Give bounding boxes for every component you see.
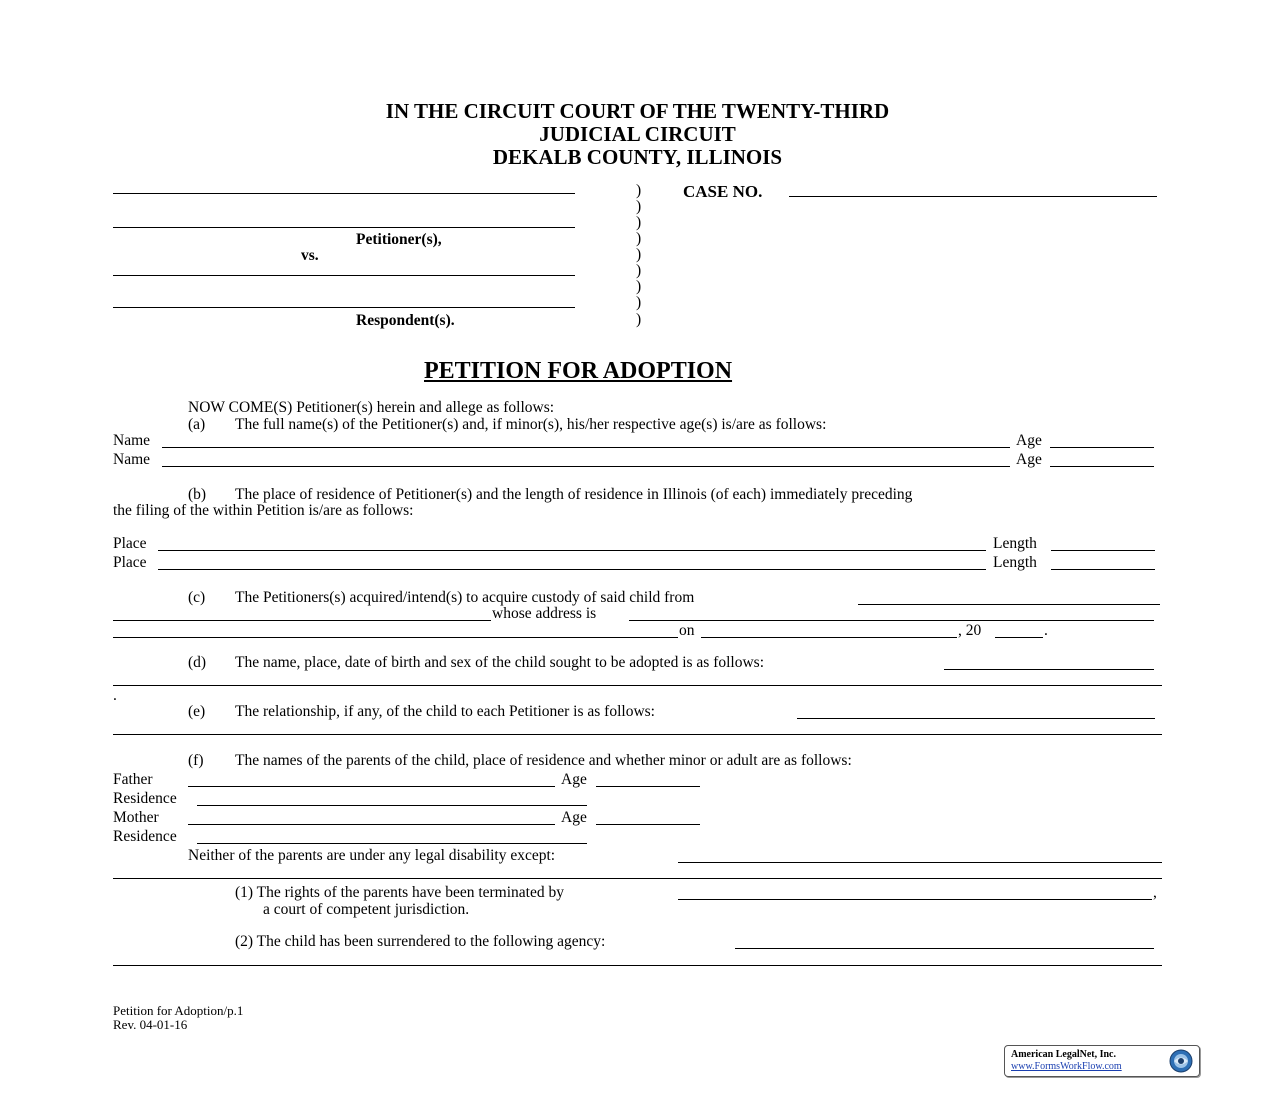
section-c-text: The Petitioners(s) acquired/intend(s) to acquire custody of said child from	[235, 589, 695, 606]
caption-paren: )	[636, 182, 642, 199]
custody-from-field-continued[interactable]	[113, 620, 491, 621]
name-field-1[interactable]	[162, 447, 1010, 448]
address-field-continued[interactable]	[113, 637, 678, 638]
whose-address-label: whose address is	[492, 605, 597, 622]
item-1-text: (1) The rights of the parents have been terminated by	[235, 884, 564, 901]
name-label: Name	[113, 451, 151, 468]
child-info-field[interactable]	[944, 669, 1154, 670]
caption-paren: )	[636, 262, 642, 279]
mother-residence-field[interactable]	[197, 843, 587, 844]
age-label: Age	[1016, 451, 1042, 468]
petitioners-label: Petitioner(s),	[356, 231, 442, 248]
year-period: .	[1044, 622, 1048, 639]
item-1-text-continued: a court of competent jurisdiction.	[263, 901, 470, 918]
item-1-comma: ,	[1153, 884, 1157, 901]
place-label: Place	[113, 535, 147, 552]
petitioner-line-1[interactable]	[113, 193, 575, 194]
section-b-text-continued: the filing of the within Petition is/are as follows:	[113, 502, 414, 519]
age-field-2[interactable]	[1050, 466, 1154, 467]
disability-field-continued[interactable]	[113, 878, 1162, 879]
agency-field-continued[interactable]	[113, 965, 1162, 966]
year-prefix: , 20	[958, 622, 982, 639]
caption-paren: )	[636, 278, 642, 295]
caption-paren: )	[636, 230, 642, 247]
court-title-line-3: DEKALB COUNTY, ILLINOIS	[492, 145, 783, 169]
court-title-line-2: JUDICIAL CIRCUIT	[539, 122, 736, 146]
section-f-marker: (f)	[188, 752, 204, 769]
respondents-label: Respondent(s).	[356, 312, 455, 329]
father-residence-field[interactable]	[197, 805, 587, 806]
terminated-by-field[interactable]	[678, 899, 1152, 900]
relationship-field[interactable]	[797, 718, 1155, 719]
father-label: Father	[113, 771, 153, 788]
vs-label: vs.	[301, 247, 319, 264]
footer-form-id: Petition for Adoption/p.1	[113, 1003, 244, 1018]
place-field-2[interactable]	[158, 569, 986, 570]
age-field-1[interactable]	[1050, 447, 1154, 448]
mother-label: Mother	[113, 809, 159, 826]
residence-label: Residence	[113, 790, 177, 807]
age-label: Age	[1016, 432, 1042, 449]
section-a-marker: (a)	[188, 416, 206, 433]
footer-revision: Rev. 04-01-16	[113, 1017, 188, 1032]
length-field-1[interactable]	[1051, 550, 1155, 551]
address-field[interactable]	[629, 620, 1154, 621]
place-label: Place	[113, 554, 147, 571]
logo-url[interactable]: www.FormsWorkFlow.com	[1011, 1061, 1122, 1072]
length-field-2[interactable]	[1051, 569, 1155, 570]
american-legalnet-logo[interactable]	[1004, 1045, 1200, 1077]
item-2-text: (2) The child has been surrendered to the following agency:	[235, 933, 606, 950]
custody-from-field[interactable]	[858, 604, 1160, 605]
place-field-1[interactable]	[158, 550, 986, 551]
section-b-marker: (b)	[188, 486, 207, 503]
globe-icon	[1167, 1048, 1195, 1074]
residence-label: Residence	[113, 828, 177, 845]
section-e-marker: (e)	[188, 703, 206, 720]
caption-paren: )	[636, 294, 642, 311]
intro-text: NOW COME(S) Petitioner(s) herein and allege as follows:	[188, 399, 555, 416]
stray-dot: .	[113, 687, 117, 704]
logo-company-name: American LegalNet, Inc.	[1011, 1049, 1116, 1060]
custody-date-field[interactable]	[701, 637, 957, 638]
relationship-field-continued[interactable]	[113, 734, 1162, 735]
petitioner-line-2[interactable]	[113, 227, 575, 228]
section-b-text: The place of residence of Petitioner(s) and the length of residence in Illinois (of each) immediately preceding	[235, 486, 913, 503]
on-label: on	[679, 622, 695, 639]
respondent-line-2[interactable]	[113, 307, 575, 308]
caption-paren: )	[636, 246, 642, 263]
length-label: Length	[993, 535, 1037, 552]
father-age-field[interactable]	[596, 786, 700, 787]
disability-field[interactable]	[678, 862, 1162, 863]
section-f-text: The names of the parents of the child, place of residence and whether minor or adult are as follows:	[235, 752, 852, 769]
petition-title: PETITION FOR ADOPTION	[424, 358, 733, 384]
agency-field[interactable]	[735, 948, 1154, 949]
section-c-marker: (c)	[188, 589, 206, 606]
section-e-text: The relationship, if any, of the child to each Petitioner is as follows:	[235, 703, 655, 720]
court-title-line-1: IN THE CIRCUIT COURT OF THE TWENTY-THIRD	[385, 99, 890, 123]
father-age-label: Age	[561, 771, 587, 788]
mother-name-field[interactable]	[188, 824, 555, 825]
section-a-text: The full name(s) of the Petitioner(s) and, if minor(s), his/her respective age(s) is/are as follows:	[235, 416, 827, 433]
name-field-2[interactable]	[162, 466, 1010, 467]
case-no-field[interactable]	[789, 196, 1157, 197]
year-field[interactable]	[995, 637, 1043, 638]
child-info-field-continued[interactable]	[113, 685, 1162, 686]
father-name-field[interactable]	[188, 786, 555, 787]
caption-paren: )	[636, 311, 642, 328]
section-d-marker: (d)	[188, 654, 207, 671]
mother-age-label: Age	[561, 809, 587, 826]
disability-text: Neither of the parents are under any legal disability except:	[188, 847, 556, 864]
respondent-line-1[interactable]	[113, 275, 575, 276]
case-no-label: CASE NO.	[683, 182, 763, 201]
caption-paren: )	[636, 214, 642, 231]
length-label: Length	[993, 554, 1037, 571]
name-label: Name	[113, 432, 151, 449]
caption-paren: )	[636, 198, 642, 215]
mother-age-field[interactable]	[596, 824, 700, 825]
section-d-text: The name, place, date of birth and sex of the child sought to be adopted is as follows:	[235, 654, 765, 671]
